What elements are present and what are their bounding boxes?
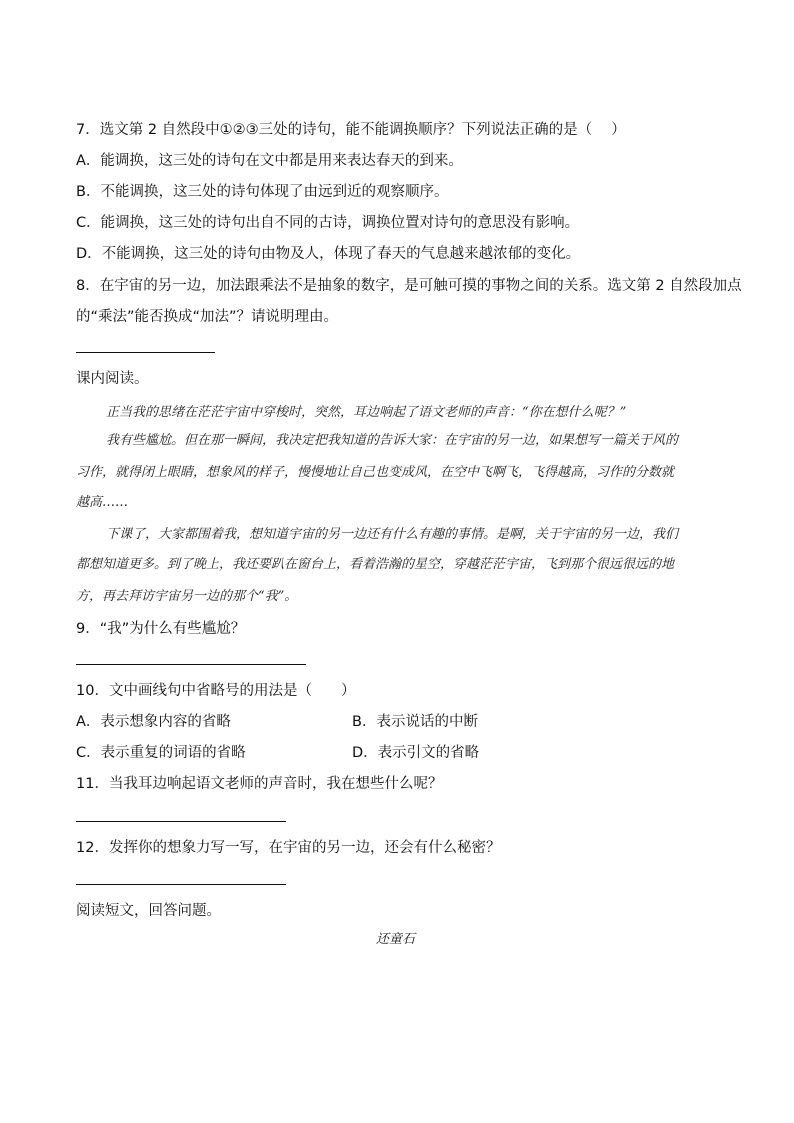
question-8-stem-line-1: 8．在宇宙的另一边，加法跟乘法不是抽象的数字，是可触可摸的事物之间的关系。选文第 2 自然段加点 (76, 278, 742, 294)
answer-line-q9 (76, 664, 306, 665)
passage-paragraph-1: 正当我的思绪在茫茫宇宙中穿梭时，突然，耳边响起了语文老师的声音：“你在想什么呢？” (106, 405, 627, 420)
question-10-stem: 10．文中画线句中省略号的用法是（ ） (76, 683, 356, 699)
section-short-reading: 阅读短文，回答问题。 (76, 903, 221, 919)
passage-paragraph-3-line-1: 下课了，大家都围着我，想知道宇宙的另一边还有什么有趣的事情。是啊，关于宇宙的另一边，我们 (106, 527, 679, 542)
question-8-stem-line-2: 的“乘法”能否换成“加法”？请说明理由。 (76, 309, 339, 325)
question-9-stem: 9．“我”为什么有些尴尬？ (76, 621, 246, 637)
question-10-option-c: C．表示重复的词语的省略 (76, 745, 246, 761)
passage-paragraph-2-line-2: 习作，就得闭上眼睛，想象风的样子，慢慢地让自己也变成风，在空中飞啊飞，飞得越高，习作的分数就 (76, 465, 675, 480)
question-11-stem: 11．当我耳边响起语文老师的声音时，我在想些什么呢？ (76, 776, 443, 792)
question-10-option-d: D．表示引文的省略 (352, 745, 480, 761)
short-passage-title: 还童石 (376, 932, 416, 947)
section-in-class-reading: 课内阅读。 (76, 371, 149, 387)
question-10-option-a: A．表示想象内容的省略 (76, 714, 231, 730)
passage-paragraph-3-line-3: 方，再去拜访宇宙另一边的那个“我”。 (76, 589, 298, 604)
answer-line-q8 (76, 352, 215, 353)
passage-paragraph-3-line-2: 都想知道更多。到了晚上，我还要趴在窗台上，看着浩瀚的星空，穿越茫茫宇宙，飞到那个很远很远的地 (76, 557, 675, 572)
passage-paragraph-2-line-1: 我有些尴尬。但在那一瞬间，我决定把我知道的告诉大家：在宇宙的另一边，如果想写一篇关于风的 (106, 433, 679, 448)
answer-line-q12 (76, 884, 286, 885)
question-7-option-b: B．不能调换，这三处的诗句体现了由远到近的观察顺序。 (76, 184, 449, 200)
question-12-stem: 12．发挥你的想象力写一写，在宇宙的另一边，还会有什么秘密？ (76, 840, 501, 856)
question-7-option-c: C．能调换，这三处的诗句出自不同的古诗，调换位置对诗句的意思没有影响。 (76, 215, 580, 231)
question-7-stem: 7．选文第 2 自然段中①②③三处的诗句，能不能调换顺序？下列说法正确的是（ ） (76, 122, 626, 138)
answer-line-q11 (76, 821, 286, 822)
passage-paragraph-2-line-3: 越高…… (76, 495, 129, 510)
question-10-option-b: B．表示说话的中断 (352, 714, 478, 730)
question-7-option-a: A．能调换，这三处的诗句在文中都是用来表达春天的到来。 (76, 153, 463, 169)
question-7-option-d: D．不能调换，这三处的诗句由物及人，体现了春天的气息越来越浓郁的变化。 (76, 246, 581, 262)
